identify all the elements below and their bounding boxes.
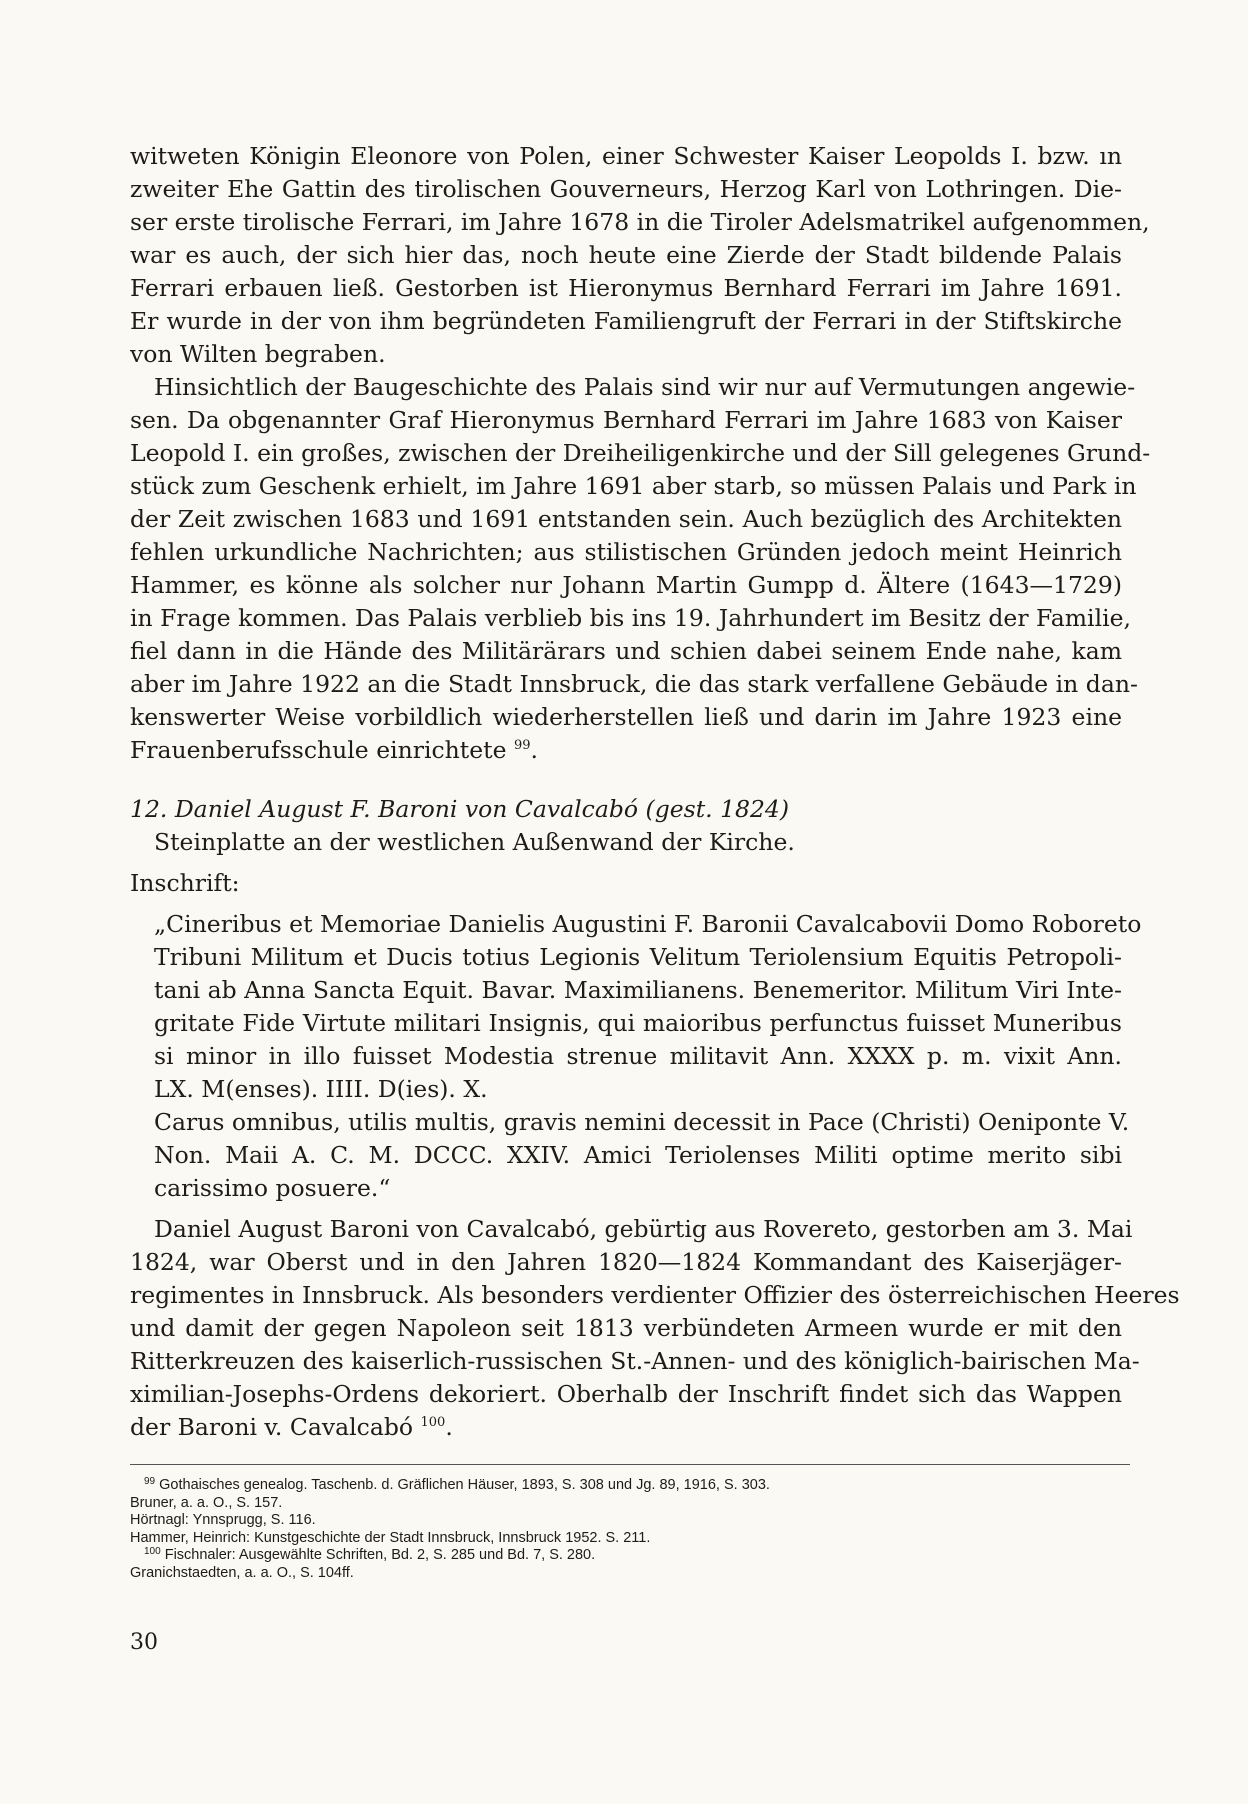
text-line: regimentes in Innsbruck. Als besonders verdienter Offizier des österreichischen Heeres — [130, 1281, 1180, 1309]
footnote-ref-100[interactable]: 100 — [420, 1415, 446, 1430]
text-line: Ferrari erbauen ließ. Gestorben ist Hieronymus Bernhard Ferrari im Jahre 1691. — [130, 274, 1122, 302]
page-body — [130, 140, 1180, 1582]
footnote-line: Granichstaedten, a. a. O., S. 104ff. — [130, 1564, 354, 1581]
text: der Baroni v. Cavalcabó — [130, 1413, 414, 1441]
text-line: Leopold I. ein großes, zwischen der Dreiheiligenkirche und der Sill gelegenes Grund- — [130, 439, 1151, 467]
section-subtitle: Steinplatte an der westlichen Außenwand der Kirche. — [154, 828, 795, 856]
footnote-text: Gothaisches genealog. Taschenb. d. Gräflichen Häuser, 1893, S. 308 und Jg. 89, 1916, S. 303. — [159, 1477, 770, 1493]
text-line: fehlen urkundliche Nachrichten; aus stilistischen Gründen jedoch meint Heinrich — [130, 538, 1122, 566]
text-line: fiel dann in die Hände des Militärärars und schien dabei seinem Ende nahe, kam — [130, 637, 1122, 665]
paragraph-ferrari-family — [130, 140, 1150, 371]
text-line: der Zeit zwischen 1683 und 1691 entstanden sein. Auch bezüglich des Architekten — [130, 505, 1122, 533]
text-line: Carus omnibus, utilis multis, gravis nemini decessit in Pace (Christi) Oeniponte V. — [154, 1108, 1130, 1136]
text-line: witweten Königin Eleonore von Polen, einer Schwester Kaiser Leopolds I. bzw. ın — [130, 142, 1122, 170]
text-line: Daniel August Baroni von Cavalcabó, gebürtig aus Rovereto, gestorben am 3. Mai — [154, 1215, 1133, 1243]
text-line: sen. Da obgenannter Graf Hieronymus Bernhard Ferrari im Jahre 1683 von Kaiser — [130, 406, 1122, 434]
text-line: gritate Fide Virtute militari Insignis, qui maioribus perfunctus fuisset Muneribus — [154, 1009, 1122, 1037]
inscription-label: Inschrift: — [130, 869, 240, 897]
text-line: zweiter Ehe Gattin des tirolischen Gouverneurs, Herzog Karl von Lothringen. Die- — [130, 175, 1122, 203]
text-line: Non. Maii A. C. M. DCCC. XXIV. Amici Teriolenses Militi optime merito sibi — [154, 1141, 1122, 1169]
footnotes — [130, 1477, 1122, 1582]
section-heading: 12. Daniel August F. Baroni von Cavalcabó (gest. 1824) — [130, 795, 790, 823]
text-line: war es auch, der sich hier das, noch heute eine Zierde der Stadt bildende Palais — [130, 241, 1122, 269]
footnote-line: Hörtnagl: Ynnsprugg, S. 116. — [130, 1512, 316, 1528]
footnote-99 — [130, 1477, 1122, 1495]
paragraph-baroni — [130, 1213, 1180, 1444]
footnote-ref-99[interactable]: 99 — [513, 738, 531, 753]
text-line: carissimo posuere.“ — [154, 1174, 391, 1202]
text-line-with-footnote: der Baroni v. Cavalcabó $^{100}$. — [130, 1413, 453, 1441]
text-line: von Wilten begraben. — [130, 340, 386, 368]
text-line: 1824, war Oberst und in den Jahren 1820—1824 Kommandant des Kaiserjäger- — [130, 1248, 1122, 1276]
text-line: LX. M(enses). IIII. D(ies). X. — [154, 1075, 488, 1103]
text-line: kenswerter Weise vorbildlich wiederherstellen ließ und darin im Jahre 1923 eine — [130, 703, 1122, 731]
footnote-text: Fischnaler: Ausgewählte Schriften, Bd. 2, S. 285 und Bd. 7, S. 280. — [164, 1547, 596, 1563]
text-line: „Cineribus et Memoriae Danielis Augustini F. Baronii Cavalcabovii Domo Roboreto — [154, 910, 1142, 938]
footnote-100 — [130, 1547, 1122, 1565]
footnote-mark-99: 99 — [144, 1476, 156, 1487]
footnote-mark-100: 100 — [144, 1546, 161, 1557]
text-line: und damit der gegen Napoleon seit 1813 verbündeten Armeen wurde er mit den — [130, 1314, 1122, 1342]
text-line-with-footnote: Frauenberufsschule einrichtete $^{99}$. — [130, 736, 539, 764]
footnote-divider — [130, 1464, 1130, 1465]
text-line: Hinsichtlich der Baugeschichte des Palais sind wir nur auf Vermutungen angewie- — [154, 373, 1136, 401]
text-line: si minor in illo fuisset Modestia strenue militavit Ann. XXXX p. m. vixit Ann. — [154, 1042, 1122, 1070]
text-line: Ritterkreuzen des kaiserlich-russischen St.-Annen- und des königlich-bairischen Ma- — [130, 1347, 1140, 1375]
text-line: Hammer, es könne als solcher nur Johann Martin Gumpp d. Ältere (1643—1729) — [130, 571, 1122, 599]
paragraph-palais-history — [130, 371, 1151, 767]
inscription-quote — [154, 908, 1142, 1205]
text-line: ximilian-Josephs-Ordens dekoriert. Oberhalb der Inschrift findet sich das Wappen — [130, 1380, 1122, 1408]
text: Frauenberufsschule einrichtete — [130, 736, 507, 764]
footnote-line: Hammer, Heinrich: Kunstgeschichte der Stadt Innsbruck, Innsbruck 1952. S. 211. — [130, 1529, 651, 1546]
text-line: tani ab Anna Sancta Equit. Bavar. Maximilianens. Benemeritor. Militum Viri Inte- — [154, 976, 1122, 1004]
footnote-line: Bruner, a. a. O., S. 157. — [130, 1494, 283, 1511]
text-line: ser erste tirolische Ferrari, im Jahre 1678 in die Tiroler Adelsmatrikel aufgenommen, — [130, 208, 1150, 236]
text-line: aber im Jahre 1922 an die Stadt Innsbruck, die das stark verfallene Gebäude in dan- — [130, 670, 1138, 698]
text-line: Tribuni Militum et Ducis totius Legionis Velitum Teriolensium Equitis Petropoli- — [154, 943, 1122, 971]
page-number: 30 — [130, 1630, 158, 1655]
text-line: Er wurde in der von ihm begründeten Familiengruft der Ferrari in der Stiftskirche — [130, 307, 1122, 335]
text-line: in Frage kommen. Das Palais verblieb bis ins 19. Jahrhundert im Besitz der Familie, — [130, 604, 1131, 632]
text-line: stück zum Geschenk erhielt, im Jahre 1691 aber starb, so müssen Palais und Park in — [130, 472, 1137, 500]
